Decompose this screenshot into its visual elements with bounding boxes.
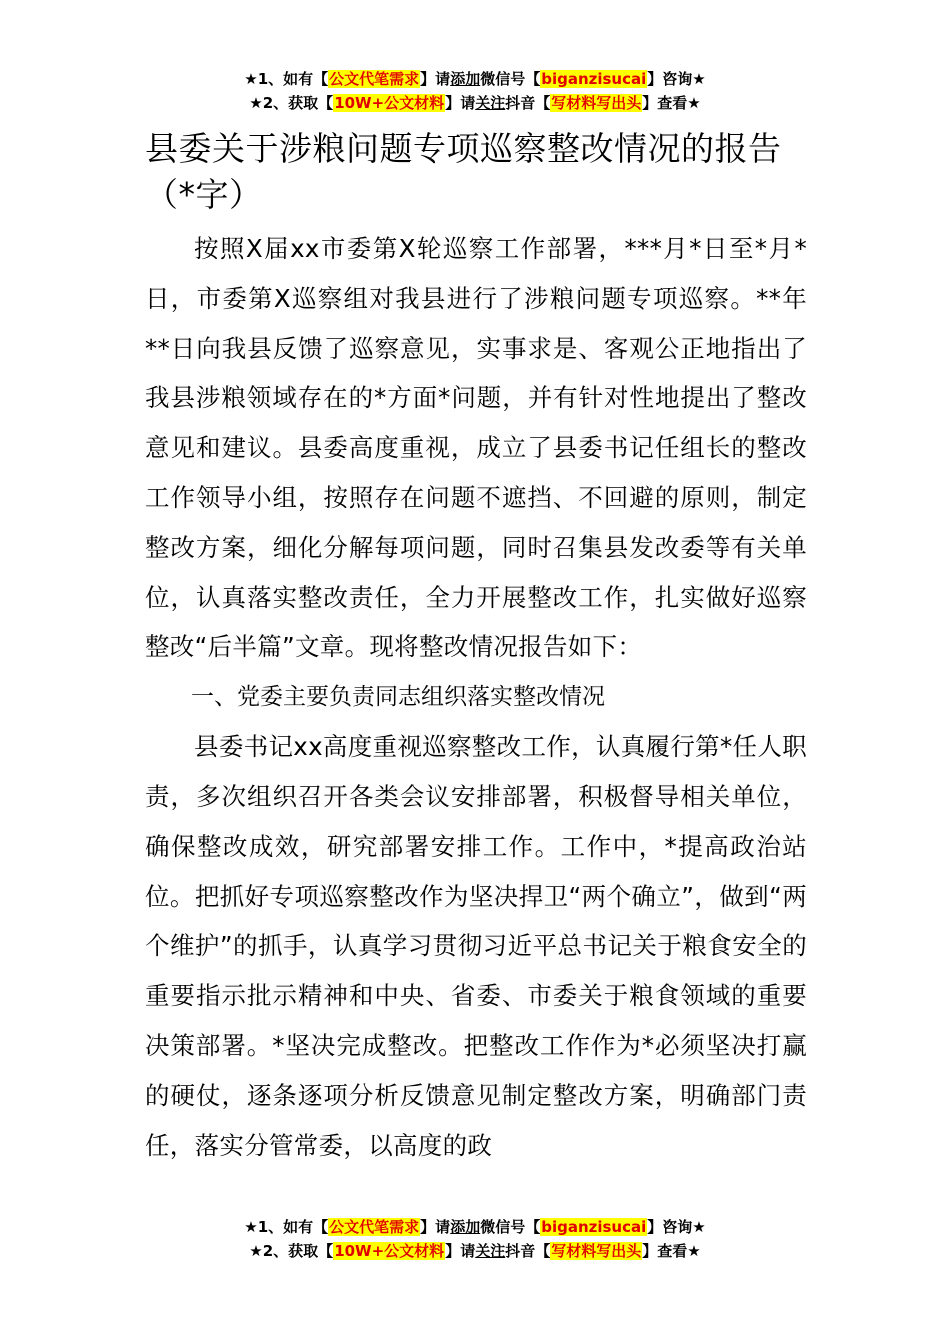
promo-banner-bottom [0,1216,950,1264]
promo-text: 】请 [420,70,451,88]
promo-underlined: 添加 [450,1218,481,1236]
promo-text: 抖音【 [505,94,551,112]
promo-text: ★1、如有【 [244,1218,329,1236]
promo-text: 】请 [445,1242,476,1260]
promo-line-1 [0,68,950,92]
promo-text: 】查看★ [642,94,701,112]
promo-line-2 [0,1240,950,1264]
promo-text: 】请 [420,1218,451,1236]
promo-highlight: 公文代笔需求 [329,1218,420,1236]
promo-text: ★2、获取【 [249,1242,334,1260]
promo-text: 】咨询★ [647,1218,706,1236]
promo-banner-top [0,68,950,116]
promo-text: 】咨询★ [647,70,706,88]
intro-paragraph: 按照Ⅹ届xx市委第Ⅹ轮巡察工作部署，***月*日至*月*日，市委第Ⅹ巡察组对我县进行了涉粮问题专项巡察。**年**日向我县反馈了巡察意见，实事求是、客观公正地指出了我县涉粮领域存在的*方面*问题，并有针对性地提出了整改意见和建议。县委高度重视，成立了县委书记任组长的整改工作领导小组，按照存在问题不遮挡、不回避的原则，制定整改方案，细化分解每项问题，同时召集县发改委等有关单位，认真落实整改责任，全力开展整改工作，扎实做好巡察整改“后半篇”文章。现将整改情况报告如下： [145,234,807,662]
promo-text: 】查看★ [642,1242,701,1260]
promo-underlined: 添加 [450,70,481,88]
promo-highlight: biganzisucai [541,1218,647,1236]
section-heading: 一、党委主要负责同志组织落实整改情况 [191,684,605,711]
section-paragraph: 县委书记xx高度重视巡察整改工作，认真履行第*任人职责，多次组织召开各类会议安排部署，积极督导相关单位，确保整改成效，研究部署安排工作。工作中，*提高政治站位。把抓好专项巡察整改作为坚决捍卫“两个确立”，做到“两个维护”的抓手，认真学习贯彻习近平总书记关于粮食安全的重要指示批示精神和中央、省委、市委关于粮食领域的重要决策部署。*坚决完成整改。把整改工作作为*必须坚决打赢的硬仗，逐条逐项分析反馈意见制定整改方案，明确部门责任，落实分管常委，以高度的政 [145,732,807,1160]
promo-text: 微信号【 [480,1218,541,1236]
promo-underlined: 关注 [475,1242,506,1260]
promo-highlight: 公文代笔需求 [329,70,420,88]
promo-text: 】请 [445,94,476,112]
promo-text: ★2、获取【 [249,94,334,112]
promo-highlight: 写材料写出头 [551,1242,642,1260]
promo-text: 抖音【 [505,1242,551,1260]
promo-text: 微信号【 [480,70,541,88]
promo-line-1 [0,1216,950,1240]
promo-text: ★1、如有【 [244,70,329,88]
promo-highlight: 写材料写出头 [551,94,642,112]
promo-highlight: 10W+公文材料 [334,94,445,112]
promo-highlight: 10W+公文材料 [334,1242,445,1260]
promo-highlight: biganzisucai [541,70,647,88]
document-body [145,126,807,1170]
promo-underlined: 关注 [475,94,506,112]
promo-line-2 [0,92,950,116]
document-title: 县委关于涉粮问题专项巡察整改情况的报告（*字） [145,129,782,214]
